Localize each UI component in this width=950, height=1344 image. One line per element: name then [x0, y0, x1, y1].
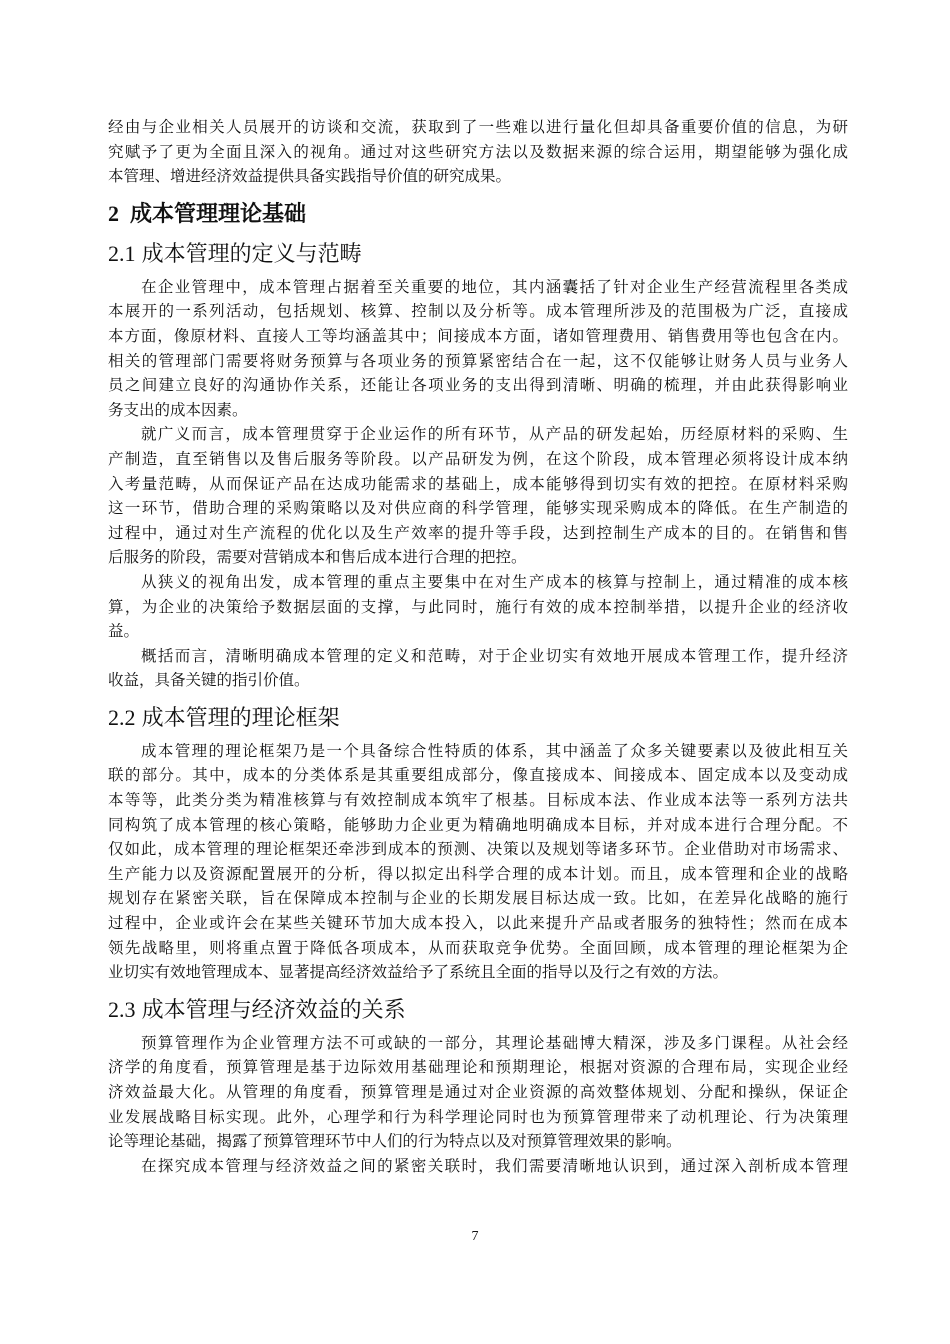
text-line: 就广义而言，成本管理贯穿于企业运作的所有环节，从产品的研发起始，历经原材料的采购、生: [141, 425, 848, 444]
text-line: 过程中，通过对生产流程的优化以及生产效率的提升等手段，达到控制生产成本的目的。在销售和售: [108, 523, 848, 542]
document-page: [108, 115, 848, 1178]
section-title: 成本管理的理论框架: [141, 704, 340, 730]
text-line: 从狭义的视角出发，成本管理的重点主要集中在对生产成本的核算与控制上，通过精准的成本核: [141, 572, 848, 591]
text-line: 过程中，企业或许会在某些关键环节加大成本投入，以此来提升产品或者服务的独特性；然而在成本: [108, 914, 848, 933]
paragraph: [108, 1154, 848, 1179]
text-line: 产制造，直至销售以及售后服务等阶段。以产品研发为例，在这个阶段，成本管理必须将设计成本纳: [108, 449, 848, 468]
section-title: 成本管理与经济效益的关系: [141, 996, 406, 1022]
intro-paragraph: [108, 115, 848, 189]
paragraph: [108, 275, 848, 423]
text-line: 收益，具备关键的指引价值。: [108, 671, 310, 690]
paragraph: [108, 422, 848, 570]
section-heading: [108, 995, 848, 1025]
chapter-title: 成本管理理论基础: [130, 200, 307, 226]
paragraph: [108, 644, 848, 693]
paragraph: [108, 739, 848, 985]
text-line: 同构筑了成本管理的核心策略，能够助力企业更为精确地明确成本目标，并对成本进行合理分配。不: [108, 815, 848, 834]
text-line: 后服务的阶段，需要对营销成本和售后成本进行合理的把控。: [108, 548, 527, 567]
chapter-heading: [108, 199, 848, 229]
text-line: 本展开的一系列活动，包括规划、核算、控制以及分析等。成本管理所涉及的范围极为广泛，直接成: [108, 302, 848, 321]
text-line: 本方面，像原材料、直接人工等均涵盖其中；间接成本方面，诸如管理费用、销售费用等也包含在内。: [108, 326, 848, 345]
text-line: 领先战略里，则将重点置于降低各项成本，从而获取竞争优势。全面回顾，成本管理的理论框架为企: [108, 938, 848, 957]
text-line: 仅如此，成本管理的理论框架还牵涉到成本的预测、决策以及规划等诸多环节。企业借助对市场需求、: [108, 840, 848, 859]
text-line: 益。: [108, 622, 140, 641]
text-line: 员之间建立良好的沟通协作关系，还能让各项业务的支出得到清晰、明确的梳理，并由此获得影响业: [108, 376, 848, 395]
text-line: 业切实有效地管理成本、显著提高经济效益给予了系统且全面的指导以及行之有效的方法。: [108, 963, 729, 982]
section-title: 成本管理的定义与范畴: [141, 240, 362, 266]
paragraph: [108, 570, 848, 644]
text-line: 本等等，此类分类为精准核算与有效控制成本筑牢了根基。目标成本法、作业成本法等一系列方法共: [108, 791, 848, 810]
text-line: 业发展战略目标实现。此外，心理学和行为科学理论同时也为预算管理带来了动机理论、行为决策理: [108, 1107, 848, 1126]
text-line: 务支出的成本因素。: [108, 400, 248, 419]
text-line: 生产能力以及资源配置展开的分析，得以拟定出科学合理的成本计划。而且，成本管理和企业的战略: [108, 864, 848, 883]
text-line: 在探究成本管理与经济效益之间的紧密关联时，我们需要清晰地认识到，通过深入剖析成本管理: [141, 1156, 848, 1175]
section-heading: [108, 703, 848, 733]
text-line: 在企业管理中，成本管理占据着至关重要的地位，其内涵囊括了针对企业生产经营流程里各类成: [141, 277, 848, 296]
text-line: 预算管理作为企业管理方法不可或缺的一部分，其理论基础博大精深，涉及多门课程。从社会经: [141, 1033, 848, 1052]
text-line: 经由与企业相关人员展开的访谈和交流，获取到了一些难以进行量化但却具备重要价值的信息，为研: [108, 118, 848, 136]
text-line: 本管理、增进经济效益提供具备实践指导价值的研究成果。: [108, 167, 512, 186]
text-line: 规划存在紧密关联，旨在保障成本控制与企业的长期发展目标达成一致。比如，在差异化战略的施行: [108, 889, 848, 908]
section-heading: [108, 239, 848, 269]
text-line: 入考量范畴，从而保证产品在达成功能需求的基础上，成本能够得到切实有效的把控。在原材料采购: [108, 474, 848, 493]
text-line: 成本管理的理论框架乃是一个具备综合性特质的体系，其中涵盖了众多关键要素以及彼此相互关: [141, 741, 848, 760]
text-line: 相关的管理部门需要将财务预算与各项业务的预算紧密结合在一起，这不仅能够让财务人员与业务人: [108, 351, 848, 370]
page-number: 7: [471, 1229, 479, 1244]
chapter-number: 2: [108, 200, 119, 226]
text-line: 算，为企业的决策给予数据层面的支撑，与此同时，施行有效的成本控制举措，以提升企业的经济收: [108, 597, 848, 616]
section-number: 2.3: [108, 996, 136, 1022]
text-line: 联的部分。其中，成本的分类体系是其重要组成部分，像直接成本、间接成本、固定成本以及变动成: [108, 766, 848, 785]
text-line: 这一环节，借助合理的采购策略以及对供应商的科学管理，能够实现采购成本的降低。在生产制造的: [108, 499, 848, 518]
paragraph: [108, 1031, 848, 1154]
text-line: 济学的角度看，预算管理是基于边际效用基础理论和预期理论，根据对资源的合理布局，实现企业经: [108, 1058, 848, 1077]
section-number: 2.1: [108, 240, 136, 266]
section-number: 2.2: [108, 704, 136, 730]
text-line: 概括而言，清晰明确成本管理的定义和范畴，对于企业切实有效地开展成本管理工作，提升经济: [141, 646, 848, 665]
text-line: 济效益最大化。从管理的角度看，预算管理是通过对企业资源的高效整体规划、分配和操纵，保证企: [108, 1083, 848, 1101]
text-line: 论等理论基础，揭露了预算管理环节中人们的行为特点以及对预算管理效果的影响。: [108, 1132, 682, 1151]
text-line: 究赋予了更为全面且深入的视角。通过对这些研究方法以及数据来源的综合运用，期望能够为强化成: [108, 142, 848, 161]
